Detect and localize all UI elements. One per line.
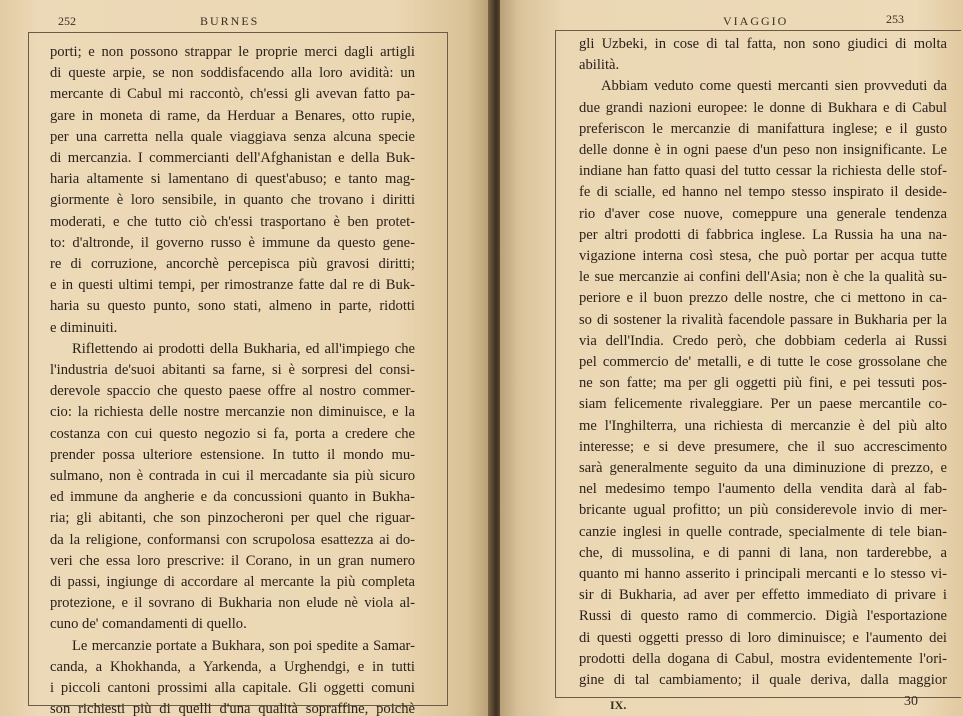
right-page-text bbox=[579, 34, 947, 691]
text-line: di passi, ingiunge di accordare al mercante la più completa bbox=[50, 574, 415, 591]
text-line: Russi di questo ramo di commercio. Digià l'esportazione bbox=[579, 608, 947, 625]
text-line: protezione, e il sovrano di Bukharia non elude nè viola al- bbox=[50, 595, 415, 612]
text-line: l'industria de'suoi abitanti sa farne, si è sorpresi del consi- bbox=[50, 362, 415, 379]
text-line: sarà generalmente seguito da una diminuzione di prezzo, e bbox=[579, 460, 947, 477]
text-line: moderati, e che tutto ciò ch'essi trasportano è ben protet- bbox=[50, 213, 415, 230]
text-line: per una carretta nella quale viaggiava senza alcuna specie bbox=[50, 128, 415, 145]
left-running-head: BURNES bbox=[200, 14, 260, 28]
text-line: gli Uzbeki, in cose di tal fatta, non sono giudici di molta bbox=[579, 36, 947, 52]
text-line: quanto mi hanno asserito i principali mercanti e lo stesso vi- bbox=[579, 566, 947, 583]
text-line: haria altamente si lamentano di quest'abuso; e tanto mag- bbox=[50, 171, 415, 188]
text-line: e diminuiti. bbox=[50, 319, 118, 336]
text-line: di mercanzia. I commercianti dell'Afghanistan e della Buk- bbox=[50, 150, 415, 167]
text-line: Le mercanzie portate a Bukhara, son poi spedite a Samar- bbox=[72, 637, 415, 654]
text-line: indiane han fatto quasi del tutto cessar la richiesta delle stof- bbox=[579, 163, 947, 180]
text-line: veri che essa loro prescrive: il Corano, in un gran numero bbox=[50, 552, 415, 569]
text-line: Abbiam veduto come questi mercanti sien provveduti da bbox=[601, 78, 947, 95]
text-line: di queste arpie, se non soddisfacendo alla loro avidità: un bbox=[50, 65, 415, 82]
text-line: to: d'altronde, il governo russo è immune da questo gene- bbox=[50, 234, 415, 251]
text-line: giormente è loro sensibile, in quanto che trovano i diritti bbox=[50, 192, 415, 209]
left-page-number: 252 bbox=[58, 14, 76, 28]
text-line: due grandi nazioni europee: le donne di Bukhara e di Cabul bbox=[579, 99, 947, 116]
text-line: pel commercio de' metalli, e di tutte le cose grossolane che bbox=[579, 354, 947, 371]
text-line: sulmano, non è contrada in cui il mercadante sia più sicuro bbox=[50, 468, 415, 485]
text-line: derevole spaccio che questo paese offre al nostro commer- bbox=[50, 383, 415, 400]
text-line: i piccoli cantoni prossimi alla capitale. Gli oggetti comuni bbox=[50, 680, 415, 697]
text-line: le sue mercanzie ai confini dell'Asia; non è che la qualità su- bbox=[579, 269, 947, 286]
text-line: costanza con cui questo negozio si fa, porta a credere che bbox=[50, 425, 415, 442]
text-line: ne son fatte; ma per gli oggetti più fini, e pei tessuti pos- bbox=[579, 375, 947, 392]
text-line: preferiscon le mercanzie di manifattura inglese; e il gusto bbox=[579, 120, 947, 137]
text-line: e in questi ultimi tempi, per rimostranze fatte dal re di Buk- bbox=[50, 277, 415, 294]
text-line: ria; gli abitanti, che son pinzocheroni per quel che riguar- bbox=[50, 510, 415, 527]
text-line: gare in moneta di rame, da Herduar a Benares, otto rupie, bbox=[50, 107, 415, 124]
text-line: fe di scialle, ed hanno nel tempo stesso inspirato il deside- bbox=[579, 184, 947, 201]
text-line: Riflettendo ai prodotti della Bukharia, ed all'impiego che bbox=[72, 340, 415, 357]
right-page bbox=[500, 0, 963, 716]
text-line: mercante di Cabul mi raccontò, ch'essi gli avevan fatto pa- bbox=[50, 86, 415, 103]
signature-mark: IX. bbox=[610, 698, 627, 712]
text-line: che, di mussolina, e di panni di lana, non tarderebbe, a bbox=[579, 544, 947, 561]
text-line: canzie inglesi in quelle contrade, specialmente di tele bian- bbox=[579, 523, 947, 540]
right-running-head: VIAGGIO bbox=[723, 14, 789, 28]
text-line: haria su questo punto, sono stati, almeno in parte, ridotti bbox=[50, 298, 415, 315]
text-line: siam felicemente rivaleggiare. Per un paese mercantile co- bbox=[579, 396, 947, 413]
folio-number: 30 bbox=[904, 694, 918, 709]
text-line: via dell'India. Credo però, che dobbiam cederla ai Russi bbox=[579, 332, 947, 349]
text-line: so di sostener la rivalità facendole passare in Bukharia per la bbox=[579, 311, 947, 328]
text-line: cuno de' comandamenti di quello. bbox=[50, 616, 247, 633]
text-line: bricante ugual profitto; un più considerevole invio di mer- bbox=[579, 502, 947, 519]
text-line: per altri prodotti di fabbrica inglese. La Russia ha una na- bbox=[579, 226, 947, 243]
text-line: da la religione, conformansi con scrupolosa esattezza ai do- bbox=[50, 531, 415, 548]
text-line: sir di Bukharia, ad aver per effetto immediato di privare i bbox=[579, 587, 947, 604]
text-line: delle donne è in ogni paese d'un peso non insignificante. Le bbox=[579, 142, 947, 159]
text-line: prodotti della dogana di Cabul, mostra evidentemente l'ori- bbox=[579, 650, 947, 667]
text-line: di questi oggetti presso di loro diminuisce; e l'aumento dei bbox=[579, 629, 947, 646]
text-line: vigazione interna così stesa, che può portar per acqua tutte bbox=[579, 248, 947, 265]
text-line: me l'Inghilterra, una richiesta di mercanzie è del più alto bbox=[579, 417, 947, 434]
text-line: canda, a Khokhanda, a Yarkenda, a Urghendgi, e in tutti bbox=[50, 658, 415, 675]
text-line: nel medesimo tempo l'aumento della vendita darà al fab- bbox=[579, 481, 947, 498]
text-line: gine di tal cambiamento; il quale deriva, dalla maggior bbox=[579, 672, 947, 689]
right-page-number: 253 bbox=[886, 12, 904, 26]
text-line: abilità. bbox=[579, 57, 620, 74]
text-line: interesse; e si deve presumere, che il suo accrescimento bbox=[579, 438, 947, 455]
text-line: prender possa ulteriore estensione. In tutto il mondo mu- bbox=[50, 446, 415, 463]
text-line: porti; e non possono strappar le proprie merci dagli artigli bbox=[50, 44, 415, 60]
left-page-text bbox=[50, 42, 415, 716]
text-line: re di corruzione, ancorchè percepisca più gravosi diritti; bbox=[50, 256, 415, 273]
text-line: periore e il buon prezzo delle nostre, che ci mettono in ca- bbox=[579, 290, 947, 307]
text-line: rio d'aver cose nuove, comeppure una generale tendenza bbox=[579, 205, 947, 222]
text-line: son richiesti più di quelli d'una qualità sopraffine, poichè bbox=[50, 701, 415, 716]
text-line: cio: la richiesta delle nostre mercanzie non diminuisce, e la bbox=[50, 404, 415, 421]
text-line: ed immune da angherie e da concussioni quanto in Bukha- bbox=[50, 489, 415, 506]
